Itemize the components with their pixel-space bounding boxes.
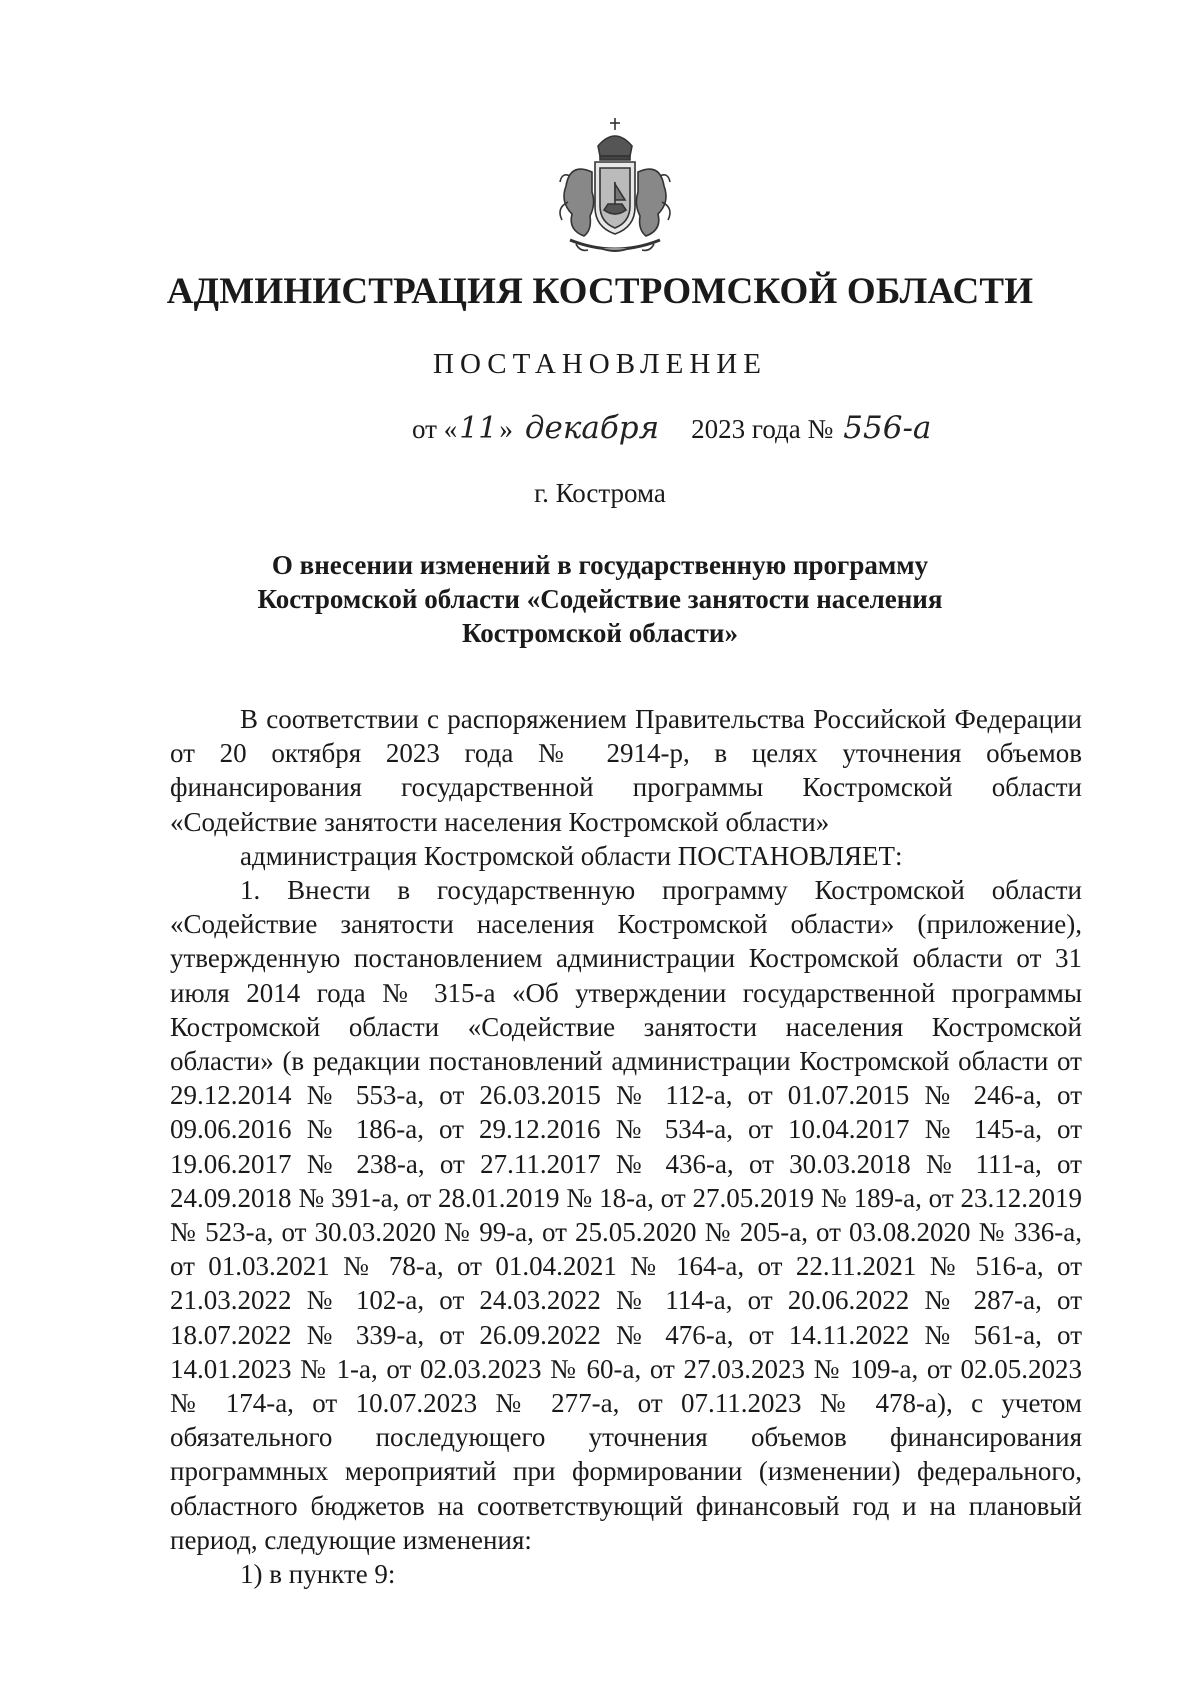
handwritten-day: 11	[459, 411, 498, 446]
subject-line: О внесении изменений в государственную программу	[271, 550, 929, 580]
city-line: г. Кострома	[534, 478, 666, 508]
handwritten-month: декабря	[524, 410, 660, 446]
body-paragraph-preamble: В соответствии с распоряжением Правительства Российской Федерации от 20 октября 2023 года № 2914-р, в целях уточнения объемов финансирования государственной программы Костромской области «Содействие занятости населения Костромской области»	[170, 704, 1082, 837]
body-paragraph-subitem-1: 1) в пункте 9:	[240, 1559, 396, 1590]
date-prefix: от «	[412, 414, 458, 444]
date-year-text: 2023 года №	[691, 414, 834, 444]
document-type-heading: ПОСТАНОВЛЕНИЕ	[433, 348, 767, 380]
coat-of-arms-icon	[540, 112, 690, 262]
organization-title: АДМИНИСТРАЦИЯ КОСТРОМСКОЙ ОБЛАСТИ	[166, 271, 1034, 312]
body-paragraph-resolves: администрация Костромской области ПОСТАНОВЛЯЕТ:	[240, 840, 903, 871]
date-day-close: »	[499, 414, 513, 444]
subject-line: Костромской области»	[462, 618, 738, 648]
body-paragraph-item-1: 1. Внести в государственную программу Костромской области «Содействие занятости населения Костромской области» (приложение), утвержденную постановлением администрации Костромской области от 31 июля 2014 года № 315-а «Об утверждении государственной программы Костромской области «Содействие занятости населения Костромской области» (в редакции постановлений администрации Костромской области от 29.12.2014 № 553-а, от 26.03.2015 № 112-а, от 01.07.2015 № 246-а, от 09.06.2016 № 186-а, от 29.12.2016 № 534-а, от 10.04.2017 № 145-а, от 19.06.2017 № 238-а, от 27.11.2017 № 436-а, от 30.03.2018 № 111-а, от 24.09.2018 № 391-а, от 28.01.2019 № 18-а, от 27.05.2019 № 189-а, от 23.12.2019 № 523-а, от 30.03.2020 № 99-а, от 25.05.2020 № 205-а, от 03.08.2020 № 336-а, от 01.03.2021 № 78-а, от 01.04.2021 № 164-а, от 22.11.2021 № 516-а, от 21.03.2022 № 102-а, от 24.03.2022 № 114-а, от 20.06.2022 № 287-а, от 18.07.2022 № 339-а, от 26.09.2022 № 476-а, от 14.11.2022 № 561-а, от 14.01.2023 № 1-а, от 02.03.2023 № 60-а, от 27.03.2023 № 109-а, от 02.05.2023 № 174-а, от 10.07.2023 № 277-а, от 07.11.2023 № 478-а), с учетом обязательного последующего уточнения объемов финансирования программных мероприятий при формировании (изменении) федерального, областного бюджетов на соответствующий финансовый год и на плановый период, следующие изменения:	[170, 875, 1082, 1555]
document-date-line	[412, 410, 1012, 460]
handwritten-document-number: 556-а	[843, 410, 932, 446]
document-body	[170, 702, 1082, 1591]
document-subject	[200, 548, 1000, 650]
subject-line: Костромской области «Содействие занятости населения	[257, 584, 943, 614]
